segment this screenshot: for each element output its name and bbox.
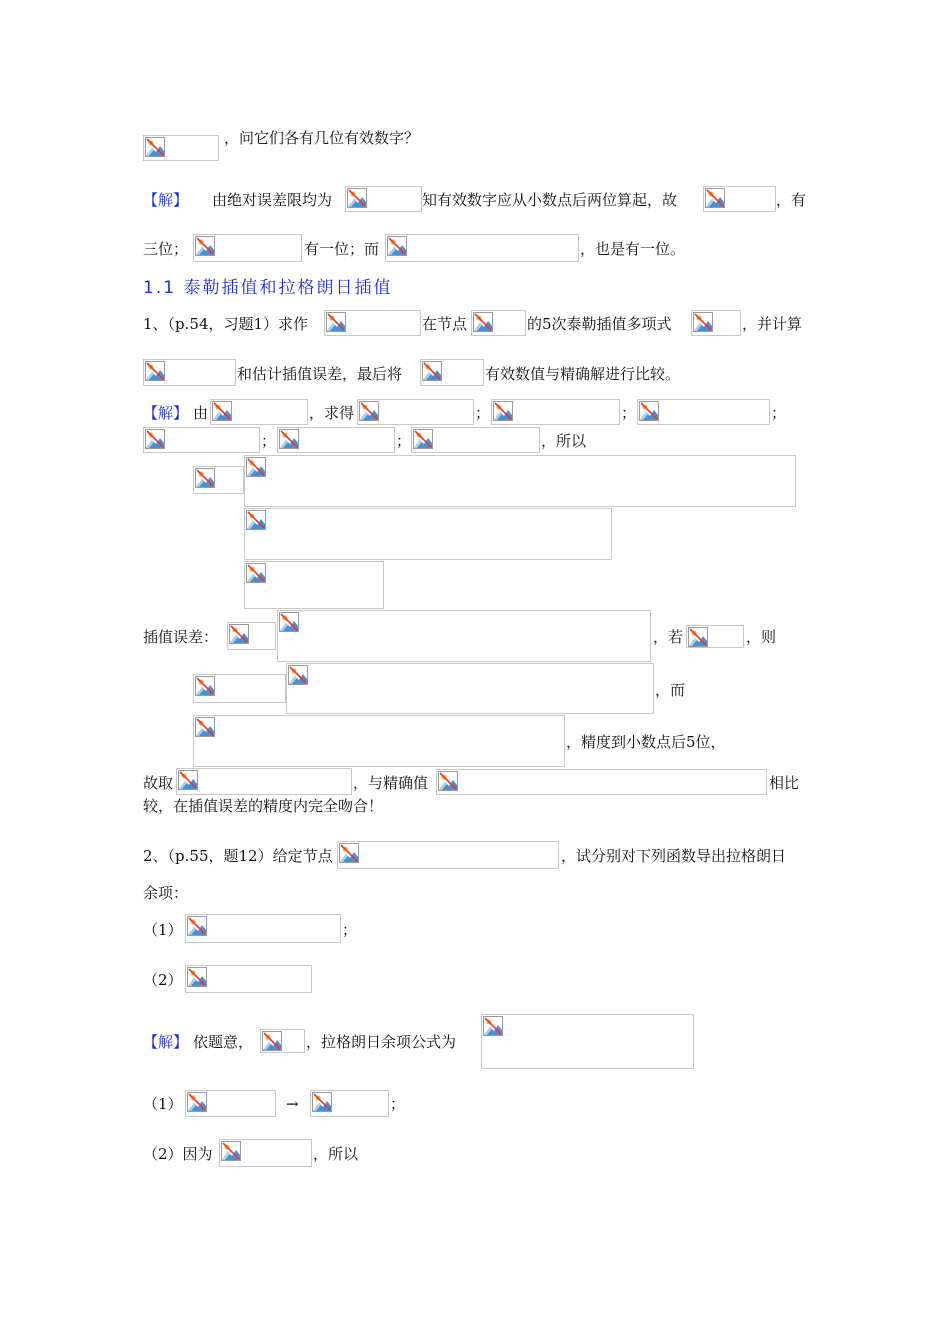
broken-image-icon (387, 236, 407, 256)
text: ，精度到小数点后5位， (566, 733, 726, 751)
question-text: 1、（p.54，习题1）求作 (143, 315, 309, 333)
formula-image (185, 1090, 276, 1117)
broken-image-icon (145, 429, 165, 449)
broken-image-icon (413, 429, 433, 449)
text: ，则 (746, 628, 777, 646)
text: 由 (193, 404, 209, 422)
text: 在节点 (422, 315, 468, 333)
broken-image-icon (246, 563, 266, 583)
formula-image (244, 561, 384, 609)
separator: ； (342, 921, 358, 939)
broken-image-icon (705, 188, 725, 208)
separator: ； (396, 432, 412, 450)
broken-image-icon (359, 401, 379, 421)
broken-image-icon (473, 312, 493, 332)
solution-mark: 【解】 (143, 404, 189, 422)
formula-image (185, 914, 341, 943)
text: 的5次泰勒插值多项式 (527, 315, 672, 333)
separator: ； (771, 404, 787, 422)
formula-image (436, 769, 767, 795)
text: ，拉格朗日余项公式为 (306, 1033, 457, 1051)
arrow: → (286, 1095, 299, 1113)
broken-image-icon (493, 401, 513, 421)
formula-image (691, 310, 741, 336)
broken-image-icon (187, 1092, 207, 1112)
formula-image (219, 1139, 312, 1167)
formula-image (143, 427, 260, 453)
broken-image-icon (422, 361, 442, 381)
text: 故取 (143, 774, 174, 792)
broken-image-icon (195, 717, 215, 737)
broken-image-icon (195, 468, 215, 488)
formula-image (193, 715, 565, 767)
text: 相比 (769, 774, 800, 792)
section-title: 泰勒插值和拉格朗日插值 (183, 278, 393, 298)
separator: ； (261, 432, 277, 450)
solution-mark: 【解】 (143, 191, 189, 209)
text: 插值误差： (143, 628, 219, 646)
broken-image-icon (229, 624, 249, 644)
solution-mark: 【解】 (143, 1033, 189, 1051)
broken-image-icon (688, 627, 708, 647)
text: 由绝对误差限均为 (212, 191, 333, 209)
text: 有一位；而 (304, 240, 380, 258)
text: 较，在插值误差的精度内完全吻合！ (143, 797, 384, 815)
broken-image-icon (145, 137, 165, 157)
formula-image (411, 427, 540, 453)
formula-image (176, 768, 352, 795)
formula-image (637, 399, 770, 425)
broken-image-icon (326, 312, 346, 332)
item-label: （2）因为 (143, 1145, 213, 1163)
broken-image-icon (279, 429, 299, 449)
formula-image (337, 841, 559, 869)
broken-image-icon (312, 1092, 332, 1112)
item-label: （1） (143, 1095, 183, 1113)
broken-image-icon (145, 361, 165, 381)
formula-image (703, 186, 776, 212)
text: ，试分别对下列函数导出拉格朗日 (561, 847, 787, 865)
formula-image (286, 663, 654, 714)
broken-image-icon (693, 312, 713, 332)
text: ，求得 (309, 404, 355, 422)
formula-image (385, 234, 579, 262)
formula-image (420, 359, 484, 386)
text: 依题意， (193, 1033, 254, 1051)
text: 余项： (143, 884, 189, 902)
text: 三位； (143, 240, 189, 258)
text: ，所以 (313, 1145, 359, 1163)
broken-image-icon (483, 1016, 503, 1036)
broken-image-icon (195, 236, 215, 256)
broken-image-icon (212, 401, 232, 421)
text: 有效数值与精确解进行比较。 (485, 365, 681, 383)
formula-image (143, 135, 219, 161)
broken-image-icon (246, 457, 266, 477)
formula-image (260, 1029, 305, 1053)
formula-image (324, 310, 421, 336)
broken-image-icon (639, 401, 659, 421)
formula-image (357, 399, 474, 425)
broken-image-icon (246, 510, 266, 530)
formula-image (277, 427, 395, 453)
formula-image (686, 625, 744, 648)
text: ，问它们各有几位有效数字？ (224, 129, 420, 147)
broken-image-icon (195, 676, 215, 696)
broken-image-icon (221, 1141, 241, 1161)
broken-image-icon (347, 188, 367, 208)
formula-image (143, 359, 236, 386)
formula-image (491, 399, 620, 425)
question-text: 2、（p.55，题12）给定节点 (143, 847, 333, 865)
separator: ； (390, 1095, 406, 1113)
separator: ； (475, 404, 491, 422)
formula-image (471, 310, 526, 336)
formula-image (185, 965, 312, 993)
formula-image (310, 1090, 389, 1117)
section-number: 1.1 (143, 278, 177, 298)
broken-image-icon (339, 843, 359, 863)
formula-image (193, 674, 286, 703)
text: ，与精确值 (353, 774, 429, 792)
text: ，并计算 (742, 315, 803, 333)
formula-image (210, 399, 308, 425)
item-label: （2） (143, 971, 183, 989)
broken-image-icon (178, 770, 198, 790)
text: ，若 (653, 628, 684, 646)
broken-image-icon (262, 1031, 282, 1051)
formula-image (193, 234, 302, 262)
text: 和估计插值误差，最后将 (237, 365, 403, 383)
formula-image (244, 508, 612, 560)
formula-image (277, 610, 651, 662)
broken-image-icon (187, 916, 207, 936)
formula-image (193, 466, 244, 494)
separator: ； (621, 404, 637, 422)
text: ，也是有一位。 (580, 240, 686, 258)
text: ，有 (776, 191, 807, 209)
broken-image-icon (438, 771, 458, 791)
formula-image (345, 186, 422, 212)
text: ，所以 (541, 432, 587, 450)
item-label: （1） (143, 921, 183, 939)
section-heading (143, 278, 392, 298)
broken-image-icon (279, 612, 299, 632)
text: 知有效数字应从小数点后两位算起，故 (422, 191, 678, 209)
formula-image (227, 622, 276, 650)
broken-image-icon (288, 665, 308, 685)
formula-image (481, 1014, 694, 1069)
text: ，而 (655, 681, 686, 699)
broken-image-icon (187, 967, 207, 987)
formula-image (244, 455, 796, 507)
